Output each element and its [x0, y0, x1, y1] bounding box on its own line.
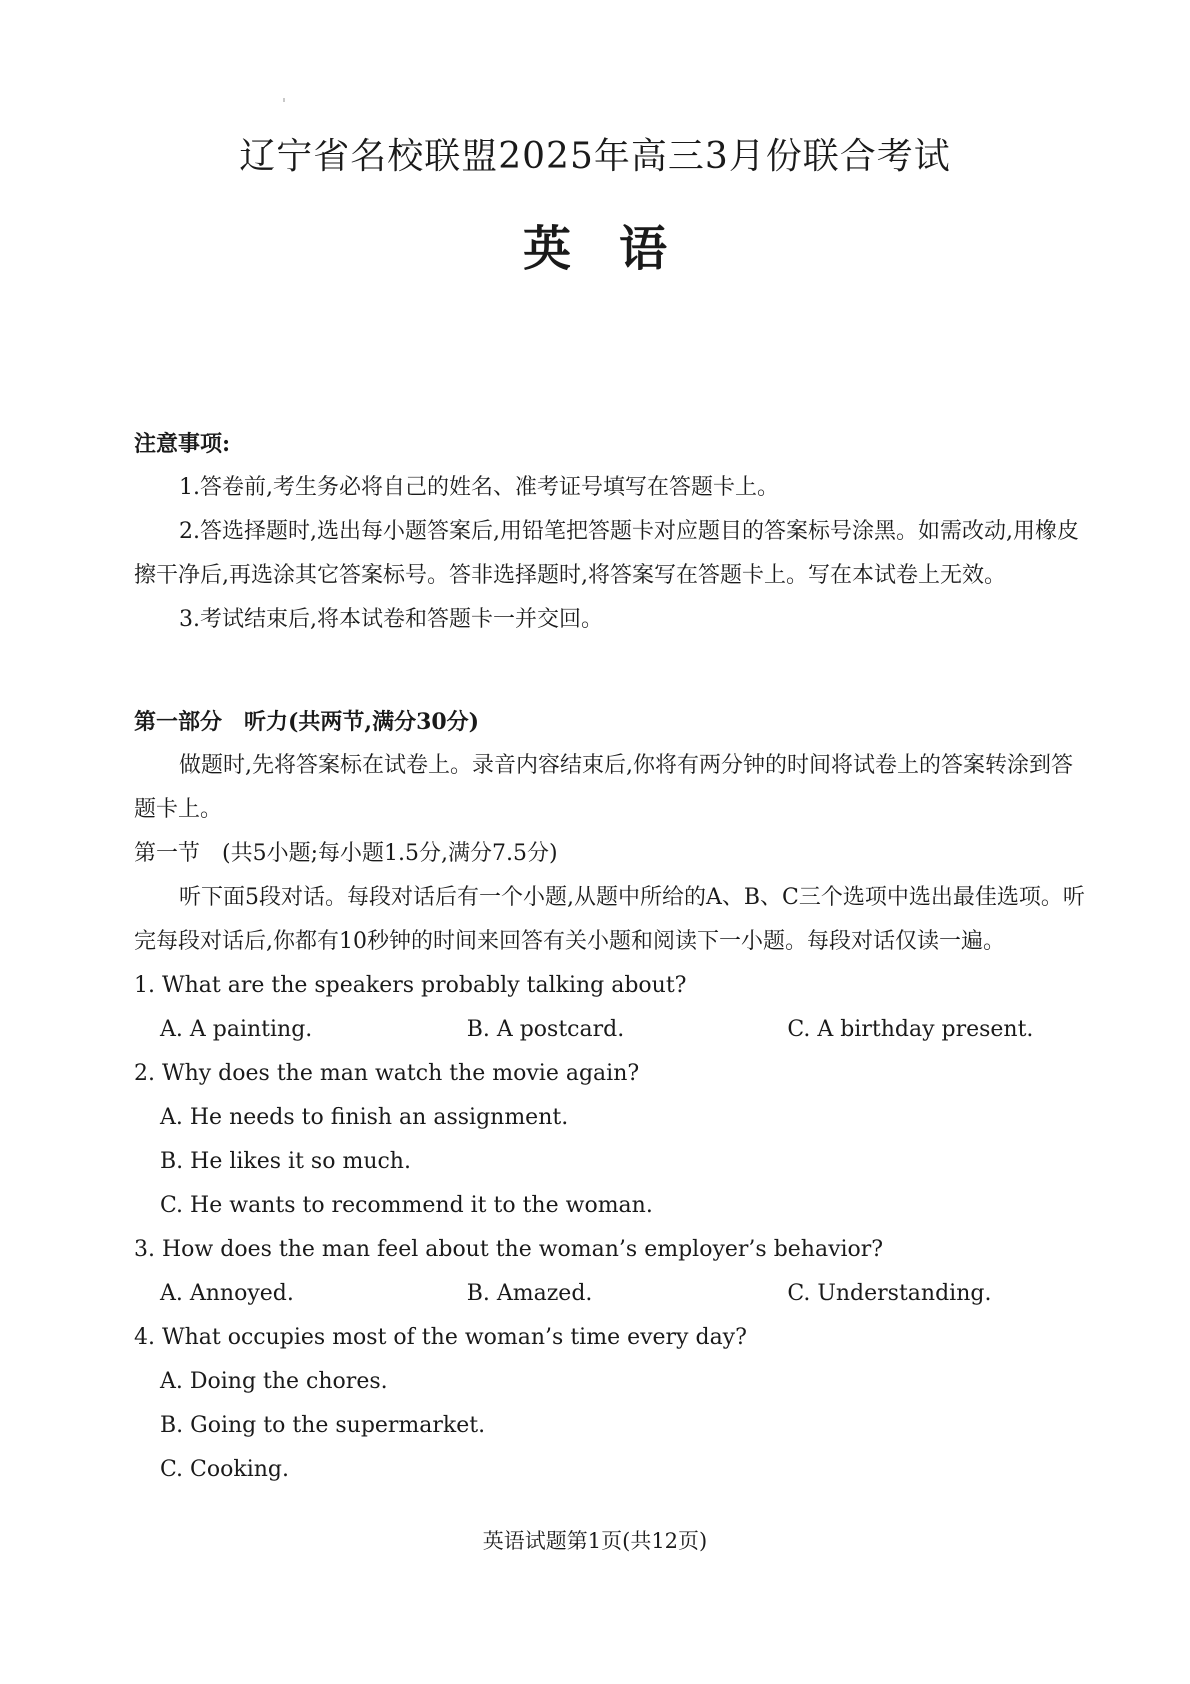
- notes-section: [134, 422, 1094, 642]
- question-3-stem: 3. How does the man feel about the woman’s employer’s behavior?: [134, 1237, 884, 1262]
- question-1-options: [134, 1008, 1094, 1052]
- section1-heading: 第一节 (共5小题;每小题1.5分,满分7.5分): [134, 841, 558, 866]
- question-1-option-b: B. A postcard.: [466, 1017, 625, 1042]
- subject-char-2: 语: [619, 221, 668, 277]
- question-2-option-a: A. He needs to finish an assignment.: [160, 1105, 569, 1130]
- exam-title: 辽宁省名校联盟2025年高三3月份联合考试: [239, 136, 951, 177]
- question-2-stem: 2. Why does the man watch the movie again?: [134, 1061, 640, 1086]
- question-4-option-a: A. Doing the chores.: [160, 1369, 388, 1394]
- section1-instruction: 听下面5段对话。每段对话后有一个小题,从题中所给的A、B、C三个选项中选出最佳选项。听完每段对话后,你都有10秒钟的时间来回答有关小题和阅读下一小题。每段对话仅读一遍。: [134, 885, 1085, 954]
- part1-instruction: 做题时,先将答案标在试卷上。录音内容结束后,你将有两分钟的时间将试卷上的答案转涂到答题卡上。: [134, 753, 1073, 822]
- part1-heading: 第一部分 听力(共两节,满分30分): [134, 709, 480, 735]
- question-3-option-b: B. Amazed.: [466, 1281, 593, 1306]
- question-3-options: [134, 1272, 1094, 1316]
- question-3-option-a: A. Annoyed.: [160, 1281, 294, 1306]
- question-2-option-c: C. He wants to recommend it to the woman.: [160, 1193, 653, 1218]
- scan-dot: [283, 98, 285, 102]
- notes-item-2: 2.答选择题时,选出每小题答案后,用铅笔把答题卡对应题目的答案标号涂黑。如需改动,用橡皮擦干净后,再选涂其它答案标号。答非选择题时,将答案写在答题卡上。写在本试卷上无效。: [134, 519, 1079, 588]
- notes-item-1: 1.答卷前,考生务必将自己的姓名、准考证号填写在答题卡上。: [179, 475, 779, 500]
- notes-heading: 注意事项:: [134, 431, 231, 457]
- question-1-option-c: C. A birthday present.: [787, 1017, 1034, 1042]
- notes-item-3: 3.考试结束后,将本试卷和答题卡一并交回。: [179, 607, 603, 632]
- subject-title: [0, 210, 1190, 279]
- subject-char-1: 英: [522, 221, 571, 277]
- question-2-option-b: B. He likes it so much.: [160, 1149, 411, 1174]
- question-4-stem: 4. What occupies most of the woman’s time every day?: [134, 1325, 747, 1350]
- question-1-option-a: A. A painting.: [160, 1017, 313, 1042]
- part1-section: [134, 700, 1094, 1492]
- question-4-option-b: B. Going to the supermarket.: [160, 1413, 486, 1438]
- question-1-stem: 1. What are the speakers probably talking about?: [134, 973, 687, 998]
- page-footer: 英语试题第1页(共12页): [482, 1529, 708, 1553]
- question-4-option-c: C. Cooking.: [160, 1457, 289, 1482]
- question-3-option-c: C. Understanding.: [787, 1281, 992, 1306]
